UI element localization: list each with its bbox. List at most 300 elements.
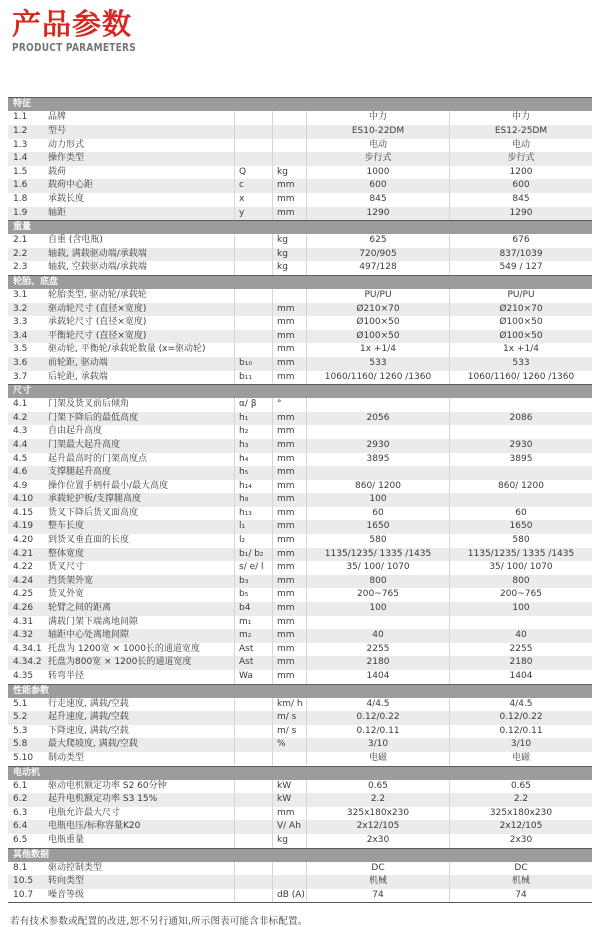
table-row <box>8 493 592 507</box>
row-name: 载荷 <box>48 166 67 177</box>
row-symbol <box>234 316 272 330</box>
row-value-model2: 0.65 <box>449 780 592 794</box>
row-value-model1: 720/905 <box>306 248 449 262</box>
row-name: 操作类型 <box>48 153 85 164</box>
table-row <box>8 780 592 794</box>
row-name: 噪音等级 <box>48 889 85 900</box>
row-index: 4.5 <box>13 453 28 464</box>
table-row <box>8 330 592 344</box>
row-symbol <box>234 152 272 166</box>
row-symbol <box>234 862 272 876</box>
row-unit: m/ s <box>272 711 306 725</box>
row-value-model2: 1200 <box>449 166 592 180</box>
row-unit <box>272 875 306 889</box>
row-name: 托盘为 1200宽 × 1000长的通道宽度 <box>48 643 200 654</box>
row-value-model1: 中力 <box>306 111 449 125</box>
row-name: 行走速度, 满载/空载 <box>48 698 129 709</box>
row-name: 轴距中心处离地间隙 <box>48 630 130 641</box>
row-index: 6.2 <box>13 794 28 805</box>
row-value-model2 <box>449 425 592 439</box>
row-value-model2: 电磁 <box>449 752 592 766</box>
row-unit: mm <box>272 670 306 684</box>
row-unit: dB (A) <box>272 889 306 903</box>
section-header <box>8 766 592 780</box>
row-unit: mm <box>272 534 306 548</box>
row-unit: mm <box>272 656 306 670</box>
row-name: 转向类型 <box>48 876 85 887</box>
row-name: 轮胎类型, 驱动轮/承载轮 <box>48 289 147 300</box>
row-index: 6.5 <box>13 834 28 845</box>
row-symbol: b₁₁ <box>234 371 272 385</box>
table-row <box>8 343 592 357</box>
row-index: 4.6 <box>13 467 28 478</box>
table-row <box>8 616 592 630</box>
row-value-model2: 1650 <box>449 520 592 534</box>
row-value-model1: 600 <box>306 179 449 193</box>
row-index: 3.1 <box>13 289 28 300</box>
row-name: 货叉下降后货叉面高度 <box>48 507 139 518</box>
table-row <box>8 711 592 725</box>
section-header <box>8 220 592 234</box>
row-value-model1: 1404 <box>306 670 449 684</box>
row-index: 10.5 <box>13 876 34 887</box>
table-row <box>8 398 592 412</box>
row-name: 托盘为800宽 × 1200长的通道宽度 <box>48 657 192 668</box>
row-value-model1: 电动 <box>306 139 449 153</box>
row-value-model2: 600 <box>449 179 592 193</box>
row-unit: mm <box>272 207 306 221</box>
row-symbol: c <box>234 179 272 193</box>
row-value-model1: 2x30 <box>306 834 449 848</box>
row-value-model2: 845 <box>449 193 592 207</box>
row-index: 3.2 <box>13 303 28 314</box>
row-value-model1: 533 <box>306 357 449 371</box>
table-row <box>8 207 592 221</box>
row-unit: mm <box>272 575 306 589</box>
table-row <box>8 439 592 453</box>
row-symbol: Q <box>234 166 272 180</box>
row-symbol: h₁₄ <box>234 480 272 494</box>
row-value-model2: 3895 <box>449 453 592 467</box>
row-value-model1: 1060/1160/ 1260 /1360 <box>306 371 449 385</box>
table-row <box>8 698 592 712</box>
title-block <box>0 0 600 54</box>
row-symbol: h₃ <box>234 439 272 453</box>
row-value-model1: 2x12/105 <box>306 820 449 834</box>
row-value-model1: 60 <box>306 507 449 521</box>
row-name: 起升电机额定功率 S3 15% <box>48 794 158 805</box>
row-index: 8.1 <box>13 862 28 873</box>
table-row <box>8 725 592 739</box>
row-name: 前轮距, 驱动端 <box>48 357 108 368</box>
row-index: 4.3 <box>13 426 28 437</box>
table-row <box>8 357 592 371</box>
row-unit <box>272 111 306 125</box>
row-value-model1: 4/4.5 <box>306 698 449 712</box>
row-unit: mm <box>272 807 306 821</box>
row-symbol <box>234 248 272 262</box>
row-value-model2: 2930 <box>449 439 592 453</box>
page-subtitle: PRODUCT PARAMETERS <box>12 41 136 55</box>
row-unit: mm <box>272 466 306 480</box>
row-index: 4.22 <box>13 562 34 573</box>
row-value-model1: 机械 <box>306 875 449 889</box>
table-row <box>8 629 592 643</box>
row-value-model1: DC <box>306 862 449 876</box>
row-unit: mm <box>272 357 306 371</box>
row-name: 轮臂之间的距离 <box>48 603 112 614</box>
row-unit: mm <box>272 616 306 630</box>
row-value-model1: 497/128 <box>306 261 449 275</box>
row-value-model2: 2086 <box>449 412 592 426</box>
row-unit: kg <box>272 834 306 848</box>
table-row <box>8 834 592 848</box>
row-unit: kg <box>272 234 306 248</box>
section-header <box>8 684 592 698</box>
row-unit <box>272 139 306 153</box>
row-name: 门架最大起升高度 <box>48 439 121 450</box>
table-row <box>8 656 592 670</box>
row-symbol: Ast <box>234 656 272 670</box>
section-title: 其他数据 <box>13 849 50 860</box>
row-name: 电瓶重量 <box>48 834 85 845</box>
row-name: 起升最高时的门架高度点 <box>48 453 148 464</box>
table-row <box>8 602 592 616</box>
row-unit: mm <box>272 520 306 534</box>
row-name: 自由起升高度 <box>48 426 103 437</box>
table-row <box>8 807 592 821</box>
row-index: 5.1 <box>13 698 28 709</box>
row-value-model2: 机械 <box>449 875 592 889</box>
row-index: 4.1 <box>13 399 28 410</box>
row-symbol <box>234 807 272 821</box>
table-row <box>8 139 592 153</box>
row-index: 1.8 <box>13 194 28 204</box>
row-unit: mm <box>272 303 306 317</box>
section-header <box>8 97 592 111</box>
row-unit: kW <box>272 793 306 807</box>
row-symbol <box>234 303 272 317</box>
row-index: 4.26 <box>13 603 34 614</box>
row-value-model2: 1060/1160/ 1260 /1360 <box>449 371 592 385</box>
table-row <box>8 248 592 262</box>
section-title: 性能参数 <box>13 685 50 696</box>
row-name: 满载门架下端离地间隙 <box>48 616 139 627</box>
row-unit: mm <box>272 629 306 643</box>
row-symbol: b₅ <box>234 588 272 602</box>
row-value-model2: 35/ 100/ 1070 <box>449 561 592 575</box>
table-row <box>8 234 592 248</box>
row-value-model1: 电磁 <box>306 752 449 766</box>
row-name: 品牌 <box>48 112 67 123</box>
section-title: 轮胎、底盘 <box>13 276 59 287</box>
row-value-model2: 2x12/105 <box>449 820 592 834</box>
row-value-model1: 100 <box>306 602 449 616</box>
row-symbol <box>234 261 272 275</box>
row-name: 门架下降后的最低高度 <box>48 412 139 423</box>
section-title: 尺寸 <box>13 386 32 397</box>
row-symbol: α/ β <box>234 398 272 412</box>
row-unit <box>272 125 306 139</box>
row-name: 动力形式 <box>48 139 85 150</box>
row-symbol: l₂ <box>234 534 272 548</box>
row-name: 支撑腿起升高度 <box>48 467 112 478</box>
table-row <box>8 534 592 548</box>
row-index: 4.21 <box>13 548 34 559</box>
row-symbol <box>234 889 272 903</box>
row-unit <box>272 152 306 166</box>
row-value-model2: 74 <box>449 889 592 903</box>
row-value-model1: 625 <box>306 234 449 248</box>
row-symbol: h₂ <box>234 425 272 439</box>
row-name: 型号 <box>48 126 67 137</box>
row-value-model2: PU/PU <box>449 289 592 303</box>
row-value-model1 <box>306 425 449 439</box>
row-unit: V/ Ah <box>272 820 306 834</box>
row-index: 1.9 <box>13 207 28 218</box>
row-value-model1: 40 <box>306 629 449 643</box>
row-symbol: y <box>234 207 272 221</box>
row-index: 6.3 <box>13 807 28 818</box>
row-value-model1: Ø100×50 <box>306 316 449 330</box>
row-value-model1: 0.65 <box>306 780 449 794</box>
row-symbol <box>234 834 272 848</box>
table-row <box>8 670 592 684</box>
row-value-model2: Ø100×50 <box>449 330 592 344</box>
row-value-model1: 100 <box>306 493 449 507</box>
row-symbol <box>234 875 272 889</box>
row-symbol <box>234 111 272 125</box>
row-unit: mm <box>272 493 306 507</box>
row-name: 载荷中心距 <box>48 180 94 191</box>
row-name: 承载轮尺寸 (直径×宽度) <box>48 317 147 328</box>
row-value-model2: 860/ 1200 <box>449 480 592 494</box>
row-name: 转弯半径 <box>48 671 85 681</box>
row-value-model1: 860/ 1200 <box>306 480 449 494</box>
row-unit: mm <box>272 561 306 575</box>
table-row <box>8 820 592 834</box>
row-value-model1: 0.12/0.22 <box>306 711 449 725</box>
row-value-model1: PU/PU <box>306 289 449 303</box>
row-symbol <box>234 820 272 834</box>
row-index: 4.2 <box>13 412 28 423</box>
row-name: 自重 (含电瓶) <box>48 235 103 246</box>
row-value-model2: 2.2 <box>449 793 592 807</box>
row-unit: mm <box>272 643 306 657</box>
row-symbol: h₁₃ <box>234 507 272 521</box>
row-index: 4.19 <box>13 521 34 532</box>
row-value-model2: 1x +1/4 <box>449 343 592 357</box>
table-row <box>8 507 592 521</box>
row-value-model2: 4/4.5 <box>449 698 592 712</box>
row-value-model1: 325x180x230 <box>306 807 449 821</box>
row-symbol <box>234 711 272 725</box>
row-unit <box>272 289 306 303</box>
table-row <box>8 575 592 589</box>
row-value-model1 <box>306 616 449 630</box>
table-row <box>8 520 592 534</box>
table-row <box>8 862 592 876</box>
row-index: 5.3 <box>13 725 28 736</box>
row-index: 3.5 <box>13 344 28 355</box>
row-unit: mm <box>272 439 306 453</box>
row-unit: kW <box>272 780 306 794</box>
row-name: 平衡轮尺寸 (直径×宽度) <box>48 330 147 341</box>
row-value-model2: 549 / 127 <box>449 261 592 275</box>
row-name: 挡货架外宽 <box>48 575 94 586</box>
row-value-model1: Ø210×70 <box>306 303 449 317</box>
row-value-model2: 200~765 <box>449 588 592 602</box>
table-row <box>8 752 592 766</box>
row-name: 承载长度 <box>48 194 85 204</box>
row-index: 5.10 <box>13 752 34 763</box>
row-value-model2: Ø100×50 <box>449 316 592 330</box>
row-value-model1: 1135/1235/ 1335 /1435 <box>306 548 449 562</box>
row-value-model2: 3/10 <box>449 738 592 752</box>
row-index: 1.2 <box>13 126 28 137</box>
row-symbol: b4 <box>234 602 272 616</box>
row-value-model2: 676 <box>449 234 592 248</box>
row-name: 货叉尺寸 <box>48 562 85 573</box>
table-row <box>8 193 592 207</box>
section-header <box>8 384 592 398</box>
row-index: 4.10 <box>13 494 34 505</box>
row-unit: kg <box>272 261 306 275</box>
row-name: 驱动轮, 平衡轮/承载轮数量 (x=驱动轮) <box>48 344 206 355</box>
row-name: 轴距 <box>48 207 67 218</box>
row-symbol <box>234 725 272 739</box>
row-index: 1.1 <box>13 112 28 123</box>
row-value-model1: 2255 <box>306 643 449 657</box>
row-index: 3.6 <box>13 357 28 368</box>
row-value-model1: 35/ 100/ 1070 <box>306 561 449 575</box>
row-unit: mm <box>272 425 306 439</box>
row-value-model2: 325x180x230 <box>449 807 592 821</box>
row-value-model2: 800 <box>449 575 592 589</box>
row-name: 整体宽度 <box>48 548 85 559</box>
row-name: 轴载, 满载驱动端/承载端 <box>48 248 147 259</box>
row-value-model2: 837/1039 <box>449 248 592 262</box>
row-name: 驱动电机额定功率 S2 60分钟 <box>48 780 167 791</box>
row-name: 操作位置手柄杆最小/最大高度 <box>48 480 169 491</box>
row-value-model2: 1404 <box>449 670 592 684</box>
table-row <box>8 588 592 602</box>
row-index: 2.2 <box>13 248 28 259</box>
row-index: 6.1 <box>13 780 28 791</box>
table-row <box>8 425 592 439</box>
table-row <box>8 303 592 317</box>
row-value-model2 <box>449 616 592 630</box>
row-unit: mm <box>272 588 306 602</box>
row-value-model2: 40 <box>449 629 592 643</box>
row-value-model1: 3/10 <box>306 738 449 752</box>
row-symbol: s/ e/ l <box>234 561 272 575</box>
row-unit: mm <box>272 453 306 467</box>
row-symbol <box>234 343 272 357</box>
row-value-model1: 1x +1/4 <box>306 343 449 357</box>
row-symbol <box>234 139 272 153</box>
row-symbol <box>234 793 272 807</box>
footer-note: 若有技术参数或配置的改进,恕不另行通知,所示图表可能含非标配置。 <box>10 916 308 927</box>
row-value-model2: 1290 <box>449 207 592 221</box>
table-row <box>8 738 592 752</box>
table-row <box>8 548 592 562</box>
table-row <box>8 643 592 657</box>
row-value-model1: 1290 <box>306 207 449 221</box>
row-name: 下降速度, 满载/空载 <box>48 725 129 736</box>
row-index: 4.9 <box>13 480 28 491</box>
row-value-model1 <box>306 398 449 412</box>
row-value-model1: 0.12/0.11 <box>306 725 449 739</box>
row-value-model1: 845 <box>306 193 449 207</box>
row-index: 6.4 <box>13 821 28 832</box>
row-symbol: h₁ <box>234 412 272 426</box>
row-name: 到货叉垂直面的长度 <box>48 535 130 546</box>
row-value-model2: 步行式 <box>449 152 592 166</box>
row-value-model2: 580 <box>449 534 592 548</box>
table-row <box>8 480 592 494</box>
row-unit: mm <box>272 343 306 357</box>
row-index: 4.20 <box>13 535 34 546</box>
row-unit: mm <box>272 602 306 616</box>
row-unit: % <box>272 738 306 752</box>
row-unit: mm <box>272 316 306 330</box>
table-row <box>8 152 592 166</box>
row-value-model2: 2255 <box>449 643 592 657</box>
row-symbol <box>234 698 272 712</box>
row-symbol: m₂ <box>234 629 272 643</box>
table-row <box>8 125 592 139</box>
row-index: 1.5 <box>13 166 28 177</box>
row-unit: mm <box>272 179 306 193</box>
row-unit <box>272 752 306 766</box>
row-index: 4.35 <box>13 671 34 681</box>
row-value-model2: 60 <box>449 507 592 521</box>
row-index: 3.3 <box>13 317 28 328</box>
row-value-model1: 3895 <box>306 453 449 467</box>
row-value-model2 <box>449 493 592 507</box>
row-unit: mm <box>272 193 306 207</box>
table-row <box>8 889 592 903</box>
row-value-model1: 800 <box>306 575 449 589</box>
page-title: 产品参数 <box>12 7 133 41</box>
row-symbol <box>234 289 272 303</box>
row-symbol <box>234 234 272 248</box>
section-header <box>8 275 592 289</box>
row-index: 5.2 <box>13 712 28 723</box>
row-name: 承载轮护板/支撑腿高度 <box>48 494 142 505</box>
row-value-model2: Ø210×70 <box>449 303 592 317</box>
table-row <box>8 793 592 807</box>
spec-table <box>8 97 592 903</box>
row-symbol <box>234 125 272 139</box>
row-symbol <box>234 738 272 752</box>
row-index: 4.25 <box>13 589 34 600</box>
row-index: 4.31 <box>13 616 34 627</box>
row-value-model2 <box>449 398 592 412</box>
table-row <box>8 371 592 385</box>
row-unit: kg <box>272 166 306 180</box>
row-value-model1: 200~765 <box>306 588 449 602</box>
table-row <box>8 289 592 303</box>
row-value-model2: 中力 <box>449 111 592 125</box>
table-row <box>8 453 592 467</box>
row-unit: mm <box>272 480 306 494</box>
row-value-model2: ES12-25DM <box>449 125 592 139</box>
row-index: 3.4 <box>13 330 28 341</box>
table-row <box>8 179 592 193</box>
row-unit: kg <box>272 248 306 262</box>
